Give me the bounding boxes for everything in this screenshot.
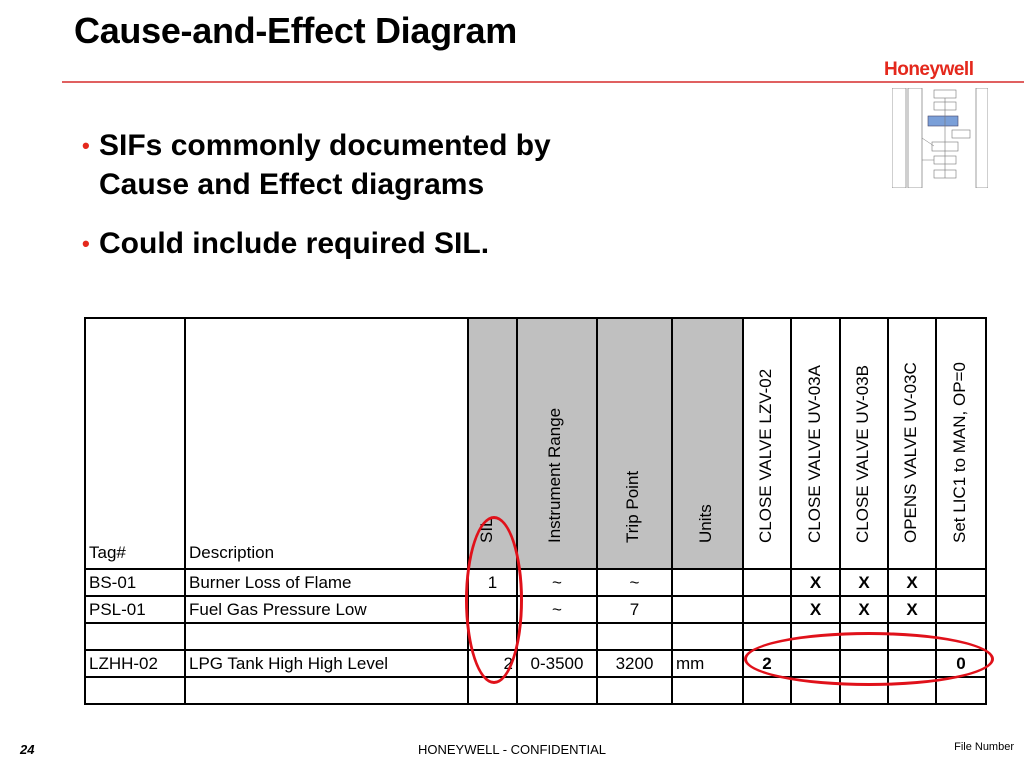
title-divider [62,81,1024,83]
bullet-item [82,224,619,263]
header-sil: SIL [468,318,517,569]
header-effect-5: Set LIC1 to MAN, OP=0 [936,318,986,569]
header-effect-3: CLOSE VALVE UV-03B [840,318,888,569]
cell-units [672,677,743,704]
cell-trip [597,623,672,650]
cell-effect-1: 2 [743,650,791,677]
cell-effect-3: X [840,569,888,596]
header-tag: Tag# [85,318,185,569]
cell-trip: ~ [597,569,672,596]
cell-effect-4: X [888,596,936,623]
bullet-dot: • [82,133,90,158]
page-number: 24 [20,742,35,757]
cell-units [672,596,743,623]
header-units: Units [672,318,743,569]
cell-tag [85,677,185,704]
cell-range [517,677,597,704]
cell-effect-5: 0 [936,650,986,677]
cell-units [672,623,743,650]
honeywell-logo: Honeywell [884,59,974,80]
bullet-dot: • [82,231,90,256]
cell-tag: BS-01 [85,569,185,596]
header-row [85,318,986,569]
cell-description: LPG Tank High High Level [185,650,468,677]
slide-title: Cause-and-Effect Diagram [74,10,517,51]
cell-effect-2: X [791,569,840,596]
table-row [85,569,986,596]
cell-units [672,569,743,596]
bullet-item [82,126,619,204]
header-trip-point: Trip Point [597,318,672,569]
cell-effect-1 [743,677,791,704]
effects-row-highlight-oval [744,632,994,686]
header-description: Description [185,318,468,569]
cell-sil: 2 [468,650,517,677]
cell-effect-5 [936,677,986,704]
table-row [85,596,986,623]
cell-effect-3: X [840,596,888,623]
cell-tag: LZHH-02 [85,650,185,677]
cell-range: ~ [517,569,597,596]
cell-effect-5 [936,569,986,596]
cell-effect-1 [743,596,791,623]
sil-column-highlight-oval [465,516,523,684]
header-instrument-range: Instrument Range [517,318,597,569]
cell-trip: 3200 [597,650,672,677]
bullet-text: Could include required SIL. [99,227,490,260]
cell-effect-2: X [791,596,840,623]
cell-range [517,623,597,650]
cell-effect-1 [743,569,791,596]
cell-effect-4: X [888,569,936,596]
confidential-label: HONEYWELL - CONFIDENTIAL [417,742,607,757]
cell-units: mm [672,650,743,677]
cell-tag: PSL-01 [85,596,185,623]
header-effect-4: OPENS VALVE UV-03C [888,318,936,569]
file-number-label: File Number [954,741,1014,753]
cell-description: Burner Loss of Flame [185,569,468,596]
cell-sil: 1 [468,569,517,596]
cell-description [185,677,468,704]
cell-description [185,623,468,650]
flowchart-thumbnail-image [892,88,988,188]
cell-description: Fuel Gas Pressure Low [185,596,468,623]
cell-range: ~ [517,596,597,623]
bullet-text: SIFs commonly documented by Cause and Effect diagrams [99,129,551,201]
cell-effect-5 [936,596,986,623]
cell-trip: 7 [597,596,672,623]
cell-trip [597,677,672,704]
header-effect-1: CLOSE VALVE LZV-02 [743,318,791,569]
cell-tag [85,623,185,650]
cell-range: 0-3500 [517,650,597,677]
header-effect-2: CLOSE VALVE UV-03A [791,318,840,569]
bullet-list [82,126,619,263]
